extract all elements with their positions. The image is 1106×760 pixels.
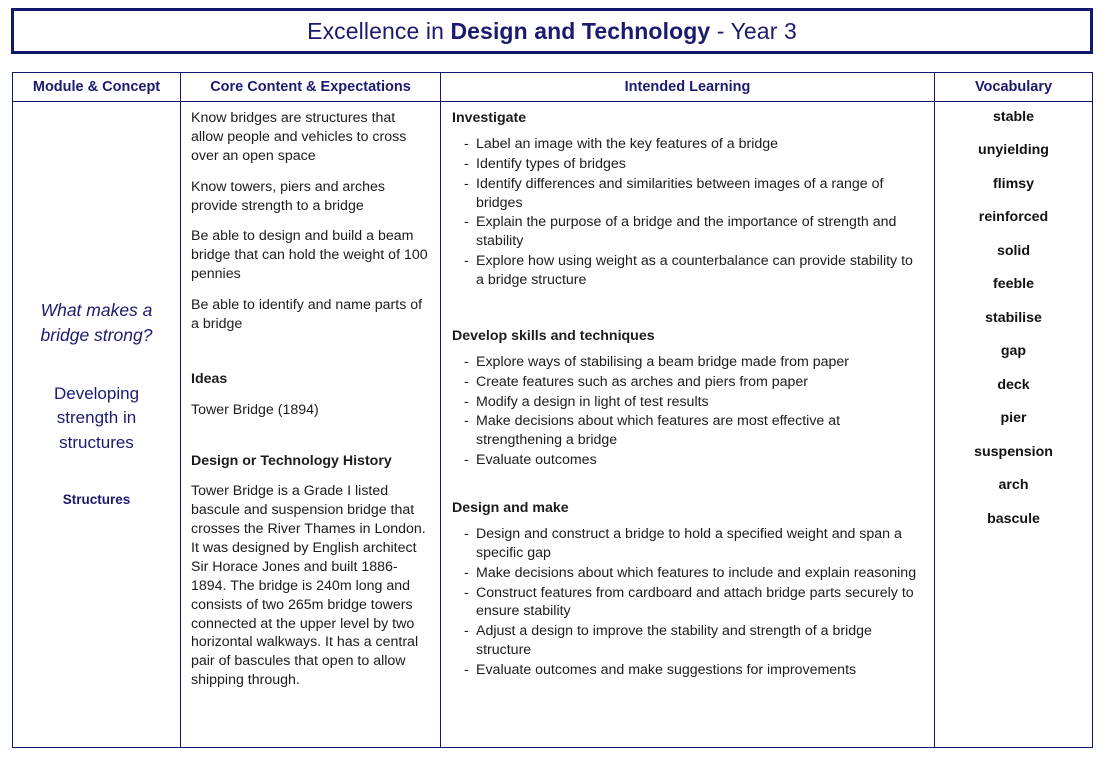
ideas-heading: Ideas	[191, 370, 228, 387]
vocabulary-word: bascule	[987, 510, 1040, 527]
column-header-vocabulary: Vocabulary	[974, 79, 1053, 95]
cell-vocabulary	[935, 102, 1092, 747]
section-spacer	[452, 471, 922, 499]
core-expectation-item: Know bridges are structures that allow people and vehicles to cross over an open space	[191, 110, 407, 164]
column-header-module-concept: Module & Concept	[13, 73, 181, 101]
table-header-row	[13, 73, 1092, 102]
section-spacer	[191, 420, 431, 452]
learning-item-list	[452, 525, 922, 680]
learning-item: - Create features such as arches and piers from paper	[464, 373, 922, 392]
page-title-subject: Design and Technology	[450, 17, 711, 44]
learning-section-title: Investigate	[452, 110, 527, 126]
section-spacer	[191, 334, 431, 370]
learning-item: - Identify differences and similarities between images of a range of bridges	[464, 175, 922, 213]
learning-item: - Modify a design in light of test results	[464, 393, 922, 412]
vocabulary-word: stabilise	[985, 309, 1042, 326]
vocabulary-word: feeble	[992, 276, 1034, 293]
page-title-suffix: - Year 3	[710, 17, 797, 44]
learning-item: - Explore ways of stabilising a beam bridge made from paper	[464, 353, 922, 372]
learning-item: - Identify types of bridges	[464, 155, 922, 174]
table-body-row	[13, 102, 1092, 747]
learning-item-list	[452, 353, 922, 470]
learning-section-title: Design and make	[452, 500, 569, 516]
page-title	[307, 18, 797, 45]
vocabulary-word: unyielding	[978, 142, 1049, 159]
page-title-prefix: Excellence in	[307, 17, 451, 44]
learning-item: - Construct features from cardboard and attach bridge parts securely to ensure stability	[464, 584, 922, 622]
learning-section-investigate	[452, 109, 922, 290]
core-expectation-item: Know towers, piers and arches provide strength to a bridge	[191, 178, 385, 214]
cell-intended-learning	[441, 102, 935, 747]
history-paragraph: Tower Bridge is a Grade I listed bascule and suspension bridge that crosses the River Thames in London. It was designed by English architect Sir Horace Jones and built 1886-1894. The bridge is 240m long and consists of two 265m bridge towers connected at the upper level by two horizontal walkways. It has a central pair of bascules that open to allow shipping through.	[191, 483, 426, 689]
column-header-core-content: Core Content & Expectations	[181, 73, 441, 101]
vocabulary-word: pier	[1000, 410, 1027, 427]
core-expectation-item: Be able to identify and name parts of a bridge	[191, 297, 423, 332]
vocabulary-word: flimsy	[992, 175, 1034, 192]
learning-item: - Make decisions about which features to include and explain reasoning	[464, 564, 922, 583]
module-key-question: What makes a bridge strong?	[40, 300, 153, 346]
page-title-banner	[11, 8, 1093, 54]
learning-item-list	[452, 135, 922, 290]
cell-module-concept	[13, 102, 181, 747]
cell-core-content	[181, 102, 441, 747]
section-spacer	[452, 291, 922, 327]
vocabulary-list	[935, 102, 1092, 529]
vocabulary-word: suspension	[974, 443, 1053, 460]
learning-item: - Explain the purpose of a bridge and the importance of strength and stability	[464, 213, 922, 251]
vocabulary-word: stable	[992, 109, 1034, 125]
learning-item: - Design and construct a bridge to hold a specified weight and span a specific gap	[464, 525, 922, 563]
learning-section-title: Develop skills and techniques	[452, 327, 655, 344]
module-concept-statement: Developing strength in structures	[53, 383, 140, 453]
vocabulary-word: solid	[996, 242, 1031, 259]
learning-item: - Make decisions about which features are most effective at strengthening a bridge	[464, 412, 922, 450]
learning-section-develop-skills	[452, 327, 922, 470]
learning-item: - Evaluate outcomes	[464, 451, 922, 470]
history-heading: Design or Technology History	[191, 452, 392, 469]
vocabulary-word: arch	[998, 477, 1029, 494]
vocabulary-word: gap	[1000, 343, 1027, 360]
core-expectation-item: Be able to design and build a beam bridge that can hold the weight of 100 pennies	[191, 228, 428, 283]
ideas-text: Tower Bridge (1894)	[191, 401, 319, 418]
vocabulary-word: reinforced	[978, 209, 1049, 226]
learning-item: - Evaluate outcomes and make suggestions for improvements	[464, 661, 922, 680]
learning-item: - Adjust a design to improve the stability and strength of a bridge structure	[464, 622, 922, 660]
module-strand-label: Structures	[62, 491, 131, 507]
column-header-intended-learning: Intended Learning	[441, 73, 935, 101]
vocabulary-word: deck	[997, 376, 1030, 393]
learning-item: - Explore how using weight as a counterbalance can provide stability to a bridge structure	[464, 252, 922, 290]
learning-item: - Label an image with the key features of a bridge	[464, 135, 922, 154]
learning-section-design-and-make	[452, 499, 922, 680]
curriculum-table	[12, 72, 1093, 748]
